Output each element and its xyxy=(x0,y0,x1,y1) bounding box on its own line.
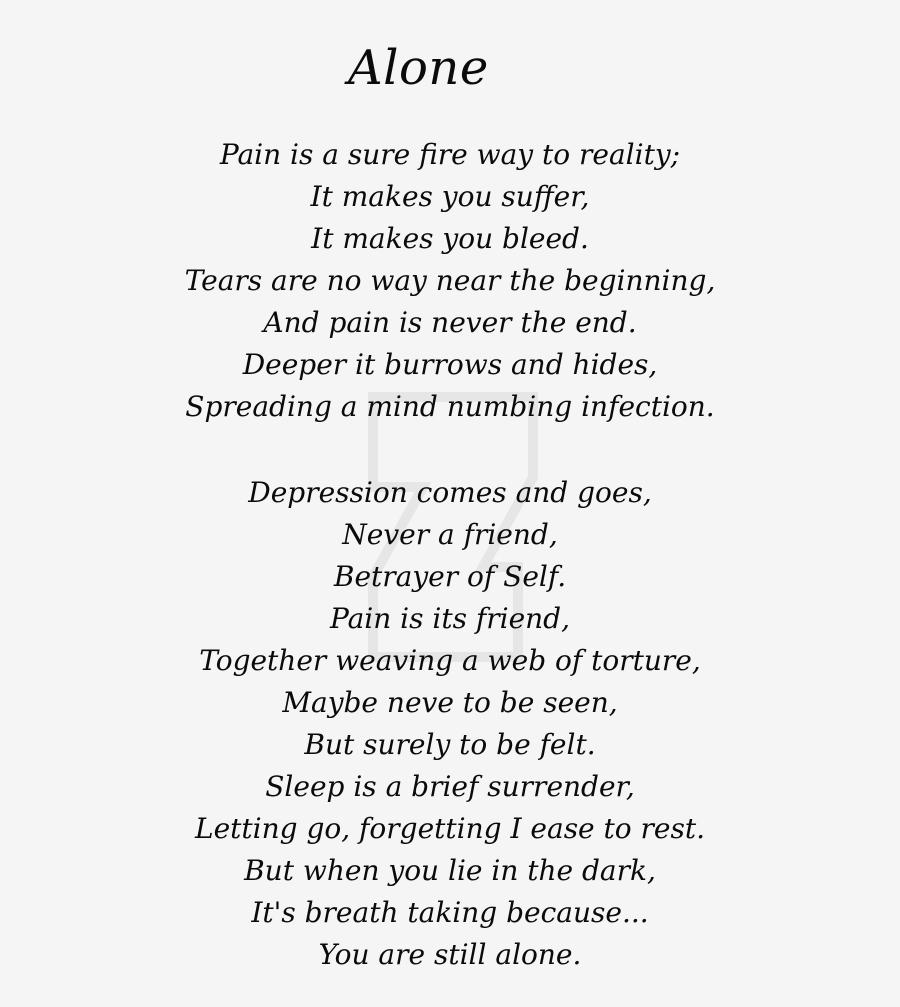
poem-line: Depression comes and goes, xyxy=(248,476,652,509)
poem-line: Sleep is a brief surrender, xyxy=(265,770,635,803)
poem-title: Alone xyxy=(348,40,489,96)
poem-line: Tears are no way near the beginning, xyxy=(184,264,716,297)
poem-line: Spreading a mind numbing infection. xyxy=(185,390,715,423)
poem-line: Pain is its friend, xyxy=(330,602,570,635)
poem-line: Letting go, forgetting I ease to rest. xyxy=(194,812,706,845)
poem-line: Together weaving a web of torture, xyxy=(199,644,701,677)
poem-line: It makes you suffer, xyxy=(310,180,590,213)
stanza-2 xyxy=(90,472,810,976)
poem-line: Maybe neve to be seen, xyxy=(282,686,618,719)
stanza-1 xyxy=(90,134,810,428)
poem-line: Betrayer of Self. xyxy=(333,560,567,593)
poem-line: Pain is a sure fire way to reality; xyxy=(219,138,681,171)
poem-line: But when you lie in the dark, xyxy=(244,854,656,887)
poem-line: It's breath taking because... xyxy=(251,896,649,929)
poem-line: Never a friend, xyxy=(342,518,558,551)
poem-line: Deeper it burrows and hides, xyxy=(242,348,658,381)
poem-line: And pain is never the end. xyxy=(263,306,637,339)
poem-line: You are still alone. xyxy=(318,938,582,971)
poem-line: But surely to be felt. xyxy=(304,728,596,761)
poem-line: It makes you bleed. xyxy=(311,222,589,255)
